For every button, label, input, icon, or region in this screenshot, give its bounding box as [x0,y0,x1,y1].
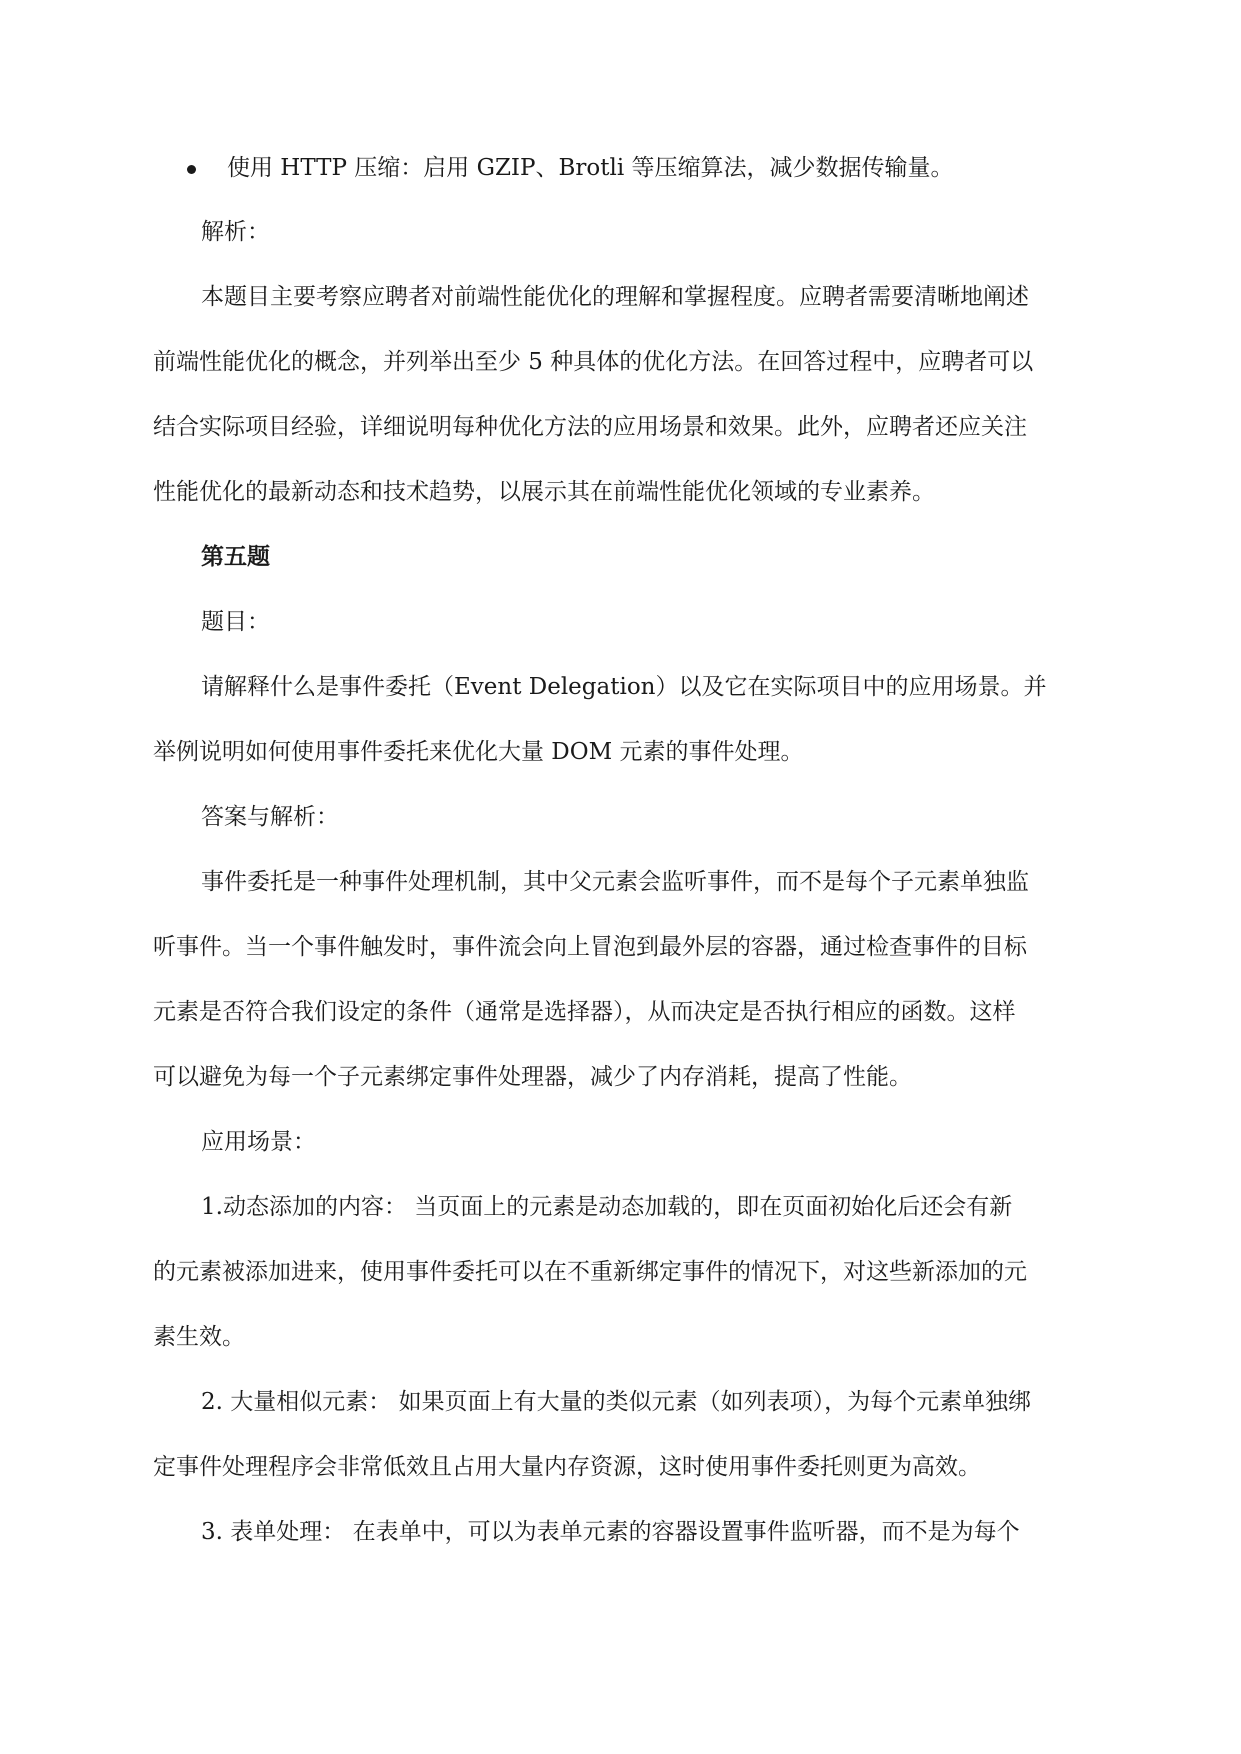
analysis-label: 解析： [201,219,270,245]
section-title: 第五题 [201,543,270,570]
paragraph-line: 结合实际项目经验，详细说明每种优化方法的应用场景和效果。此外，应聘者还应关注 [153,414,1027,440]
answer-line: 事件委托是一种事件处理机制，其中父元素会监听事件，而不是每个子元素单独监 [201,869,1029,895]
scenario-2-line: 2. 大量相似元素： 如果页面上有大量的类似元素（如列表项），为每个元素单独绑 [201,1389,1032,1415]
answer-label: 答案与解析： [201,804,339,830]
paragraph-line: 性能优化的最新动态和技术趋势，以展示其在前端性能优化领域的专业素养。 [153,479,935,505]
scenario-1-line: 1.动态添加的内容： 当页面上的元素是动态加载的，即在页面初始化后还会有新 [201,1194,1013,1220]
scenarios-label: 应用场景： [201,1129,316,1155]
answer-line: 可以避免为每一个子元素绑定事件处理器，减少了内存消耗，提高了性能。 [153,1064,912,1090]
scenario-3-line: 3. 表单处理： 在表单中，可以为表单元素的容器设置事件监听器，而不是为每个 [201,1519,1020,1545]
bullet-dot-icon [187,165,196,174]
scenario-1-line: 素生效。 [153,1324,245,1350]
question-line: 举例说明如何使用事件委托来优化大量 DOM 元素的事件处理。 [153,739,804,765]
scenario-1-line: 的元素被添加进来，使用事件委托可以在不重新绑定事件的情况下，对这些新添加的元 [153,1259,1027,1285]
question-line: 请解释什么是事件委托（Event Delegation）以及它在实际项目中的应用场景。并 [201,674,1047,700]
answer-line: 元素是否符合我们设定的条件（通常是选择器），从而决定是否执行相应的函数。这样 [153,999,1016,1025]
paragraph-line: 本题目主要考察应聘者对前端性能优化的理解和掌握程度。应聘者需要清晰地阐述 [201,284,1029,310]
scenario-2-line: 定事件处理程序会非常低效且占用大量内存资源，这时使用事件委托则更为高效。 [153,1454,981,1480]
paragraph-line: 前端性能优化的概念，并列举出至少 5 种具体的优化方法。在回答过程中，应聘者可以 [153,349,1034,375]
answer-line: 听事件。当一个事件触发时，事件流会向上冒泡到最外层的容器，通过检查事件的目标 [153,934,1027,960]
question-label: 题目： [201,609,270,635]
bullet-text: 使用 HTTP 压缩：启用 GZIP、Brotli 等压缩算法，减少数据传输量。 [227,155,954,181]
